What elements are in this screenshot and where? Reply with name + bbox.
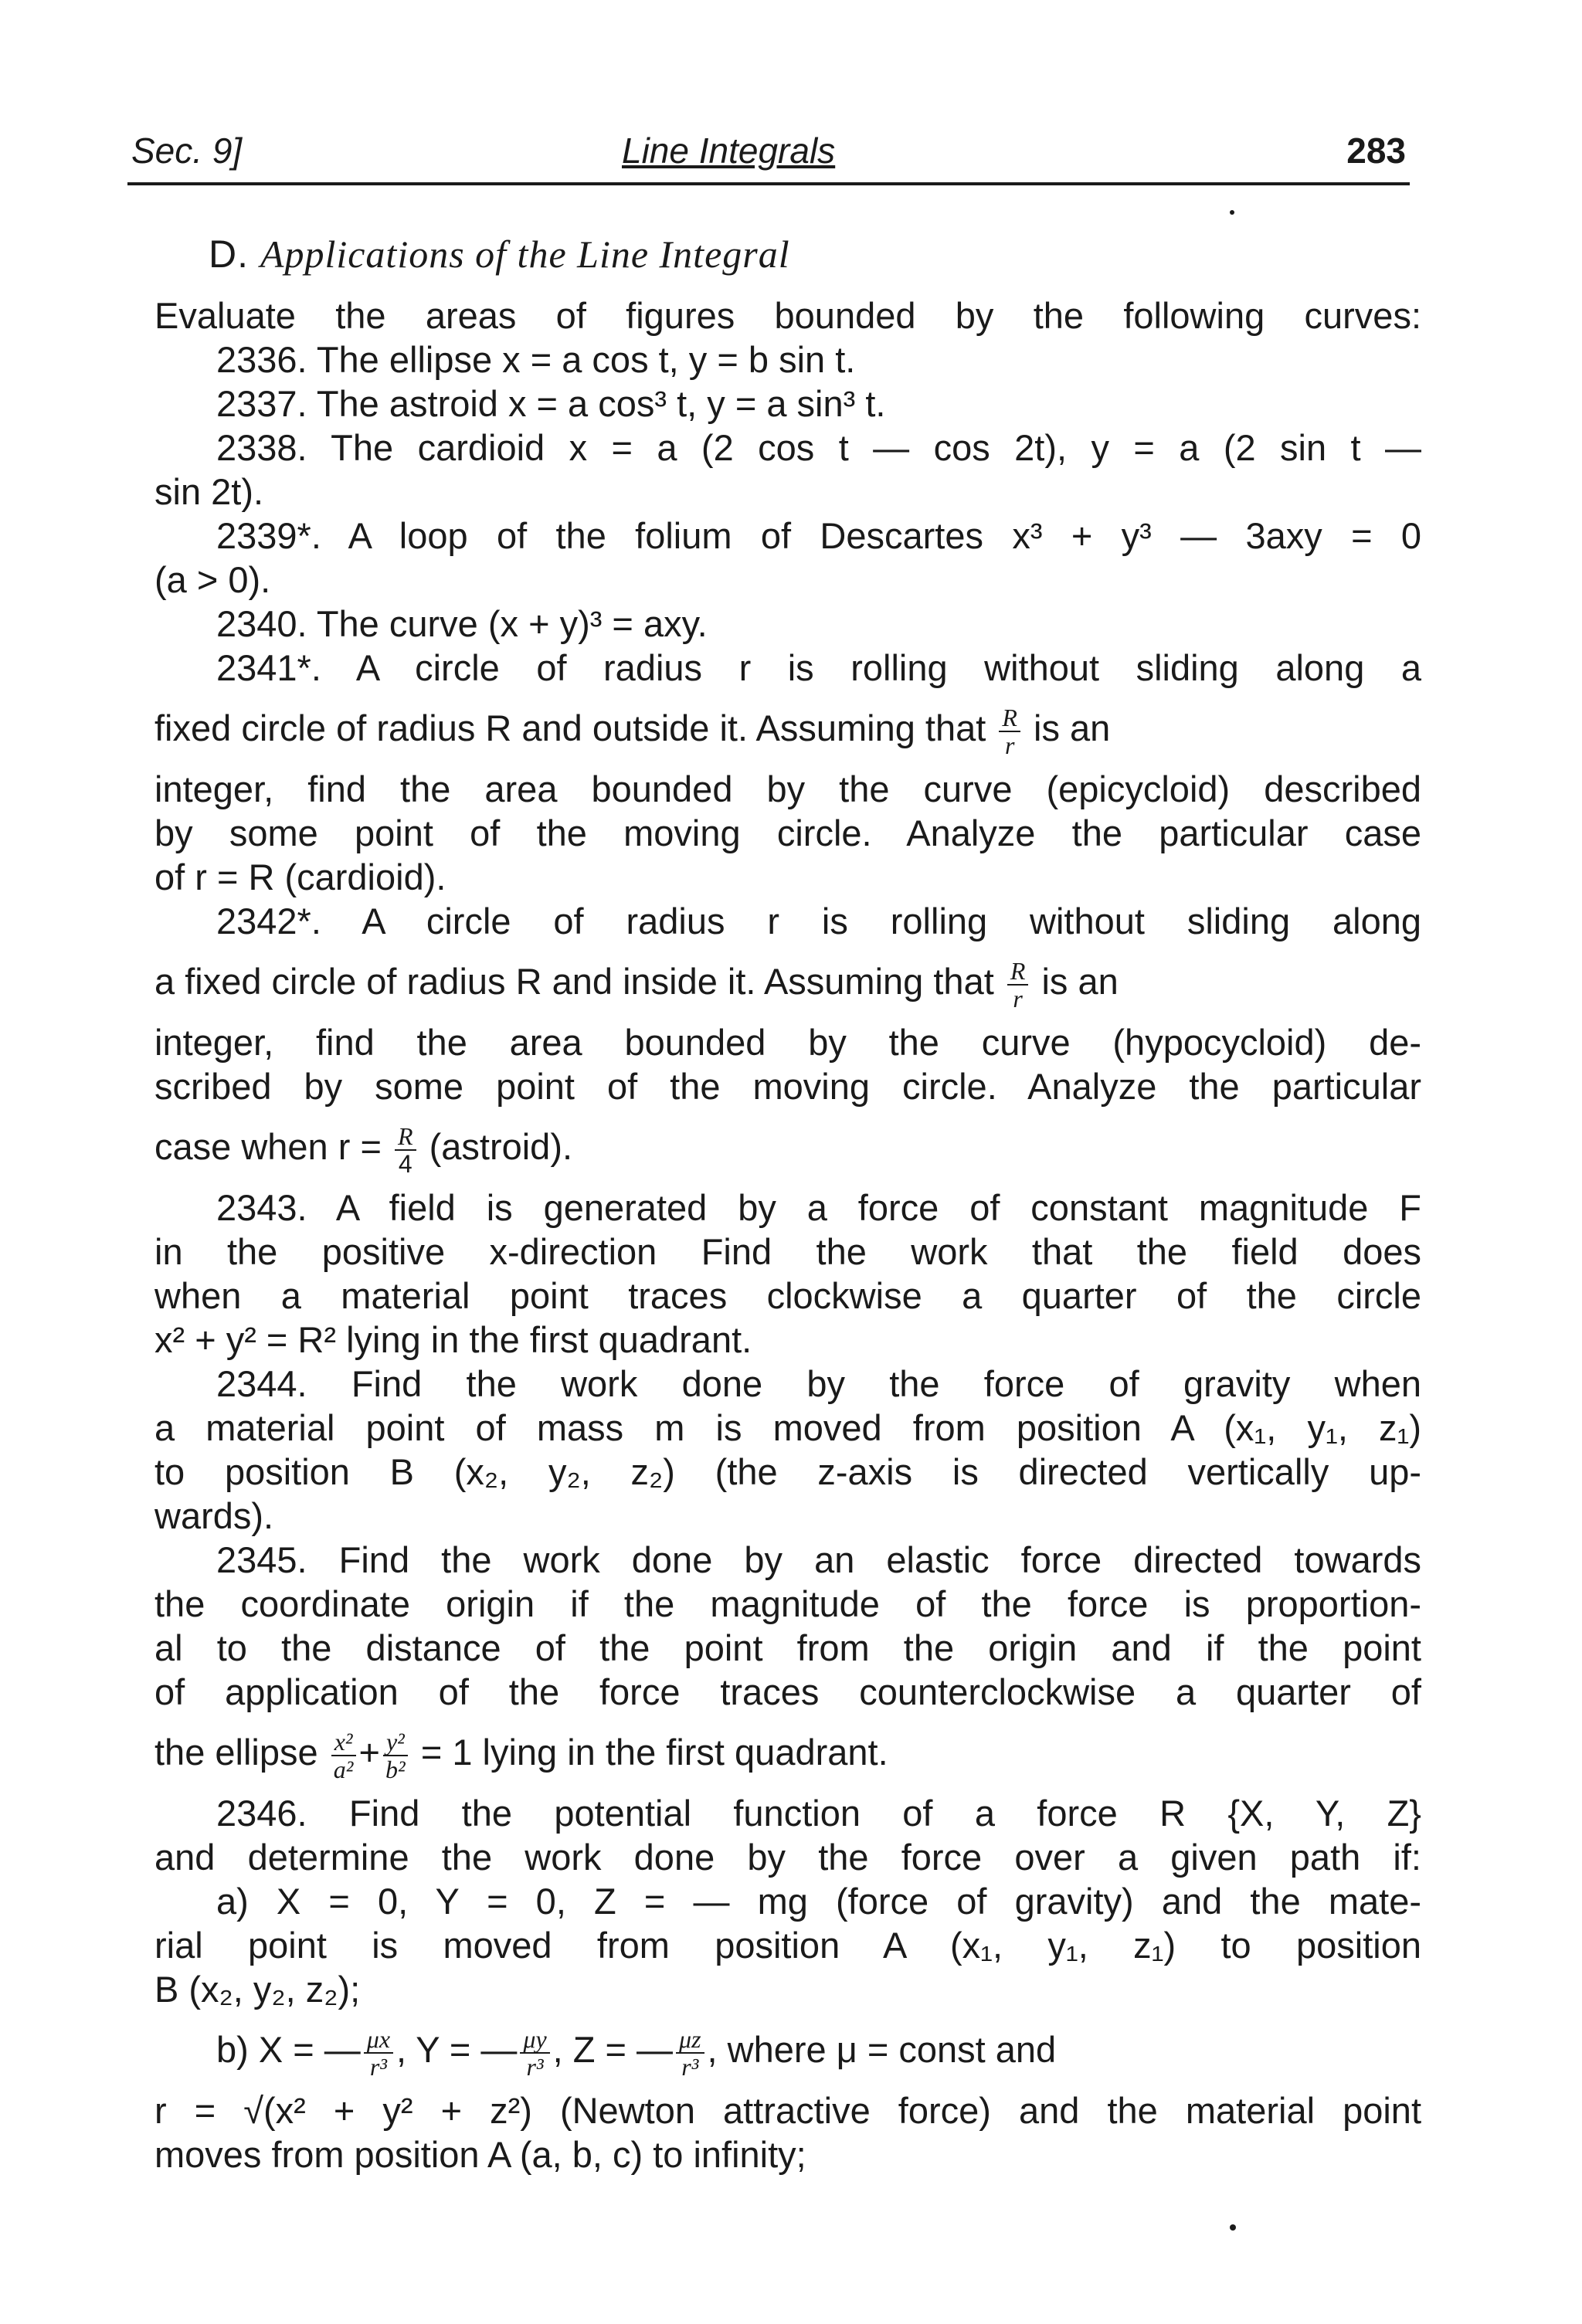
problem-2346-line2: and determine the work done by the force over a given path if:	[154, 1837, 1421, 1878]
problem-2340: 2340. The curve (x + y)³ = axy.	[216, 603, 708, 644]
problem-2345-line3: al to the distance of the point from the origin and if the point	[154, 1627, 1421, 1668]
page-header	[131, 130, 1406, 184]
problem-2343-line2: in the positive x-direction Find the work that the field does	[154, 1231, 1421, 1272]
problem-2341-line4: by some point of the moving circle. Analyze the particular case	[154, 813, 1421, 853]
problem-2342-line5: case when r = $\frac{R}{4}$ (astroid).	[154, 1121, 573, 1178]
problem-2341-line1: 2341*. A circle of radius r is rolling without sliding along a	[216, 647, 1421, 688]
problem-2342-line4: scribed by some point of the moving circle. Analyze the particular	[154, 1066, 1421, 1107]
fraction-y2-over-b2: $\frac{\text{y²}}{\text{b²}}$	[383, 1729, 408, 1783]
problem-2339-line1: 2339*. A loop of the folium of Descartes x³ + y³ — 3axy = 0	[216, 515, 1421, 556]
problem-2342-line2: a fixed circle of radius R and inside it. Assuming that $\frac{R}{r}$ is an	[154, 956, 1119, 1013]
problem-2346-line3: a) X = 0, Y = 0, Z = — mg (force of gravity) and the mate-	[216, 1881, 1421, 1922]
fraction-R-over-4: $\frac{R}{4}$	[395, 1123, 416, 1177]
problem-2346-line1: 2346. Find the potential function of a force R {X, Y, Z}	[216, 1793, 1421, 1834]
problem-2345-line4: of application of the force traces counterclockwise a quarter of	[154, 1671, 1421, 1712]
problem-2345-line2: the coordinate origin if the magnitude of the force is proportion-	[154, 1583, 1421, 1624]
problem-2338-line1: 2338. The cardioid x = a (2 cos t — cos 2t), y = a (2 sin t —	[216, 427, 1421, 468]
problem-2341-line5: of r = R (cardioid).	[154, 857, 446, 897]
section-heading	[209, 232, 790, 277]
fraction-x2-over-a2: $\frac{\text{x²}}{\text{a²}}$	[331, 1729, 356, 1783]
fraction-muz-over-r3: $\frac{\mu z}{\text{r³}}$	[676, 2026, 704, 2080]
header-rule	[127, 182, 1410, 185]
heading-title: Applications of the Line Integral	[260, 232, 790, 276]
problem-2339-line2: (a > 0).	[154, 559, 271, 600]
problem-2343-line1: 2343. A field is generated by a force of constant magnitude F	[216, 1187, 1421, 1228]
problem-2346-line7: r = √(x² + y² + z²) (Newton attractive force) and the material point	[154, 2090, 1421, 2131]
problem-2346-line4: rial point is moved from position A (x₁, y₁, z₁) to position	[154, 1925, 1421, 1966]
page-number: 283	[1346, 131, 1406, 171]
heading-letter: D.	[209, 232, 249, 276]
intro-line: Evaluate the areas of figures bounded by the following curves:	[154, 295, 1421, 336]
problem-2344-line3: to position B (x₂, y₂, z₂) (the z-axis is directed vertically up-	[154, 1451, 1421, 1492]
problem-2341-line2: fixed circle of radius R and outside it. Assuming that $\frac{R}{r}$ is an	[154, 703, 1111, 759]
ink-speck	[1230, 2224, 1236, 2231]
problem-2336: 2336. The ellipse x = a cos t, y = b sin t.	[216, 339, 856, 380]
problem-2342-line3: integer, find the area bounded by the curve (hypocycloid) de-	[154, 1022, 1421, 1063]
fraction-R-over-r: $\frac{R}{r}$	[999, 704, 1020, 758]
problem-2345-line5: the ellipse $\frac{\text{x²}}{\text{a²}}$ + $\frac{\text{y²}}{\text{b²}}$ = 1 lying in the first quadrant.	[154, 1727, 888, 1783]
page-body	[154, 293, 1421, 2176]
problem-2337: 2337. The astroid x = a cos³ t, y = a sin³ t.	[216, 383, 886, 424]
problem-2346-line6: b) X = — $\frac{\mu x}{\text{r³}}$ , Y = — $\frac{\mu y}{\text{r³}}$ , Z = — $\frac{\mu z}{\text{r³}}$ , where μ = const and	[216, 2024, 1057, 2081]
problem-2343-line3: when a material point traces clockwise a quarter of the circle	[154, 1275, 1421, 1316]
problem-2344-line1: 2344. Find the work done by the force of gravity when	[216, 1363, 1421, 1404]
problem-2342-line1: 2342*. A circle of radius r is rolling without sliding along	[216, 901, 1421, 941]
fraction-R-over-r: $\frac{R}{r}$	[1007, 958, 1029, 1012]
running-title: Line Integrals	[622, 131, 836, 171]
ink-speck	[1230, 210, 1234, 215]
problem-2346-line8: moves from position A (a, b, c) to infinity;	[154, 2134, 806, 2175]
fraction-muy-over-r3: $\frac{\mu y}{\text{r³}}$	[520, 2026, 549, 2080]
problem-2346-line5: B (x₂, y₂, z₂);	[154, 1969, 361, 2010]
problem-2344-line4: wards).	[154, 1495, 274, 1536]
problem-2343-line4: x² + y² = R² lying in the first quadrant.	[154, 1319, 752, 1360]
problem-2344-line2: a material point of mass m is moved from position A (x₁, y₁, z₁)	[154, 1407, 1421, 1448]
problem-2345-line1: 2345. Find the work done by an elastic force directed towards	[216, 1539, 1421, 1580]
problem-2341-line3: integer, find the area bounded by the curve (epicycloid) described	[154, 768, 1421, 809]
fraction-mux-over-r3: $\frac{\mu x}{\text{r³}}$	[364, 2026, 393, 2080]
section-label: Sec. 9]	[131, 131, 243, 171]
problem-2338-line2: sin 2t).	[154, 471, 264, 512]
